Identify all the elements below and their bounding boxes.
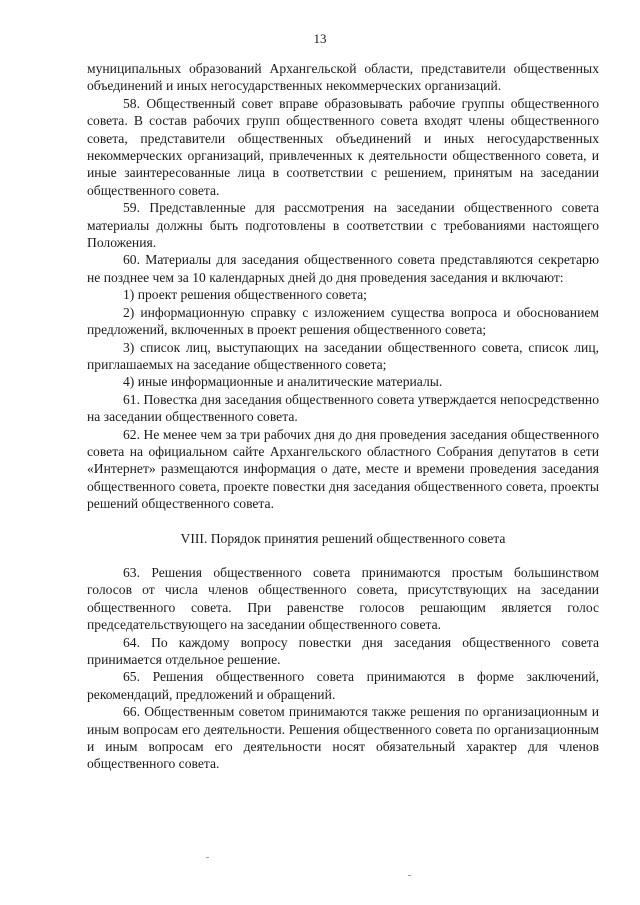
paragraph-continuation: муниципальных образований Архангельской области, представители общественных объединений и иных негосударственных некоммерческих организаций. bbox=[87, 61, 599, 94]
paragraph-61: 61. Повестка дня заседания общественного совета утверждается непосредственно на заседании общественного совета. bbox=[87, 391, 599, 425]
paragraph-58: 58. Общественный совет вправе образовывать рабочие группы общественного совета. В состав рабочих групп общественного совета входят члены общественного совета, представители общественных объединений и иных негосударственных некоммерческих организаций, привлеченных к деятельности общественного совета, и иные заинтересованные лица в соответствии с решением, принятым на заседании общественного совета. bbox=[87, 95, 599, 198]
list-item-3: 3) список лиц, выступающих на заседании общественного совета, список лиц, приглашаемых на заседание общественного совета; bbox=[87, 339, 599, 372]
document-body bbox=[87, 60, 599, 773]
list-item-4: 4) иные информационные и аналитические материалы. bbox=[123, 374, 443, 390]
scan-speck bbox=[206, 857, 209, 858]
paragraph-64: 64. По каждому вопросу повестки дня заседания общественного совета принимается отдельное решение. bbox=[87, 634, 599, 667]
paragraph-62: 62. Не менее чем за три рабочих дня до дня проведения заседания общественного совета на официальном сайте Архангельского областного Собрания депутатов в сети «Интернет» размещаются информация о дате, месте и времени проведения заседания общественного совета, проекте повестки дня заседания общественного совета, проекты решений общественного совета. bbox=[87, 426, 599, 512]
paragraph-59: 59. Представленные для рассмотрения на заседании общественного совета материалы должны быть подготовлены в соответствии с требованиями настоящего Положения. bbox=[87, 200, 599, 251]
paragraph-60: 60. Материалы для заседания общественного совета представляются секретарю не позднее чем за 10 календарных дней до дня проведения заседания и включают: bbox=[87, 252, 599, 285]
list-item-1: 1) проект решения общественного совета; bbox=[123, 287, 367, 303]
paragraph-66: 66. Общественным советом принимаются также решения по организационным и иным вопросам его деятельности. Решения общественного совета по организационным и иным вопросам его деятельности носят обязательный характер для членов общественного совета. bbox=[87, 704, 599, 772]
scan-speck bbox=[408, 875, 411, 876]
section-heading: VIII. Порядок принятия решений общественного совета bbox=[180, 530, 506, 546]
paragraph-65: 65. Решения общественного совета принимаются в форме заключений, рекомендаций, предложений и обращений. bbox=[87, 669, 599, 702]
list-item-2: 2) информационную справку с изложением существа вопроса и обоснованием предложений, включенных в проект решения общественного совета; bbox=[87, 304, 599, 338]
paragraph-63: 63. Решения общественного совета принимаются простым большинством голосов от числа членов общественного совета, присутствующих на заседании общественного совета. При равенстве голосов решающим является голос председательствующего на заседании общественного совета. bbox=[87, 564, 599, 633]
page-number: 13 bbox=[313, 31, 327, 46]
